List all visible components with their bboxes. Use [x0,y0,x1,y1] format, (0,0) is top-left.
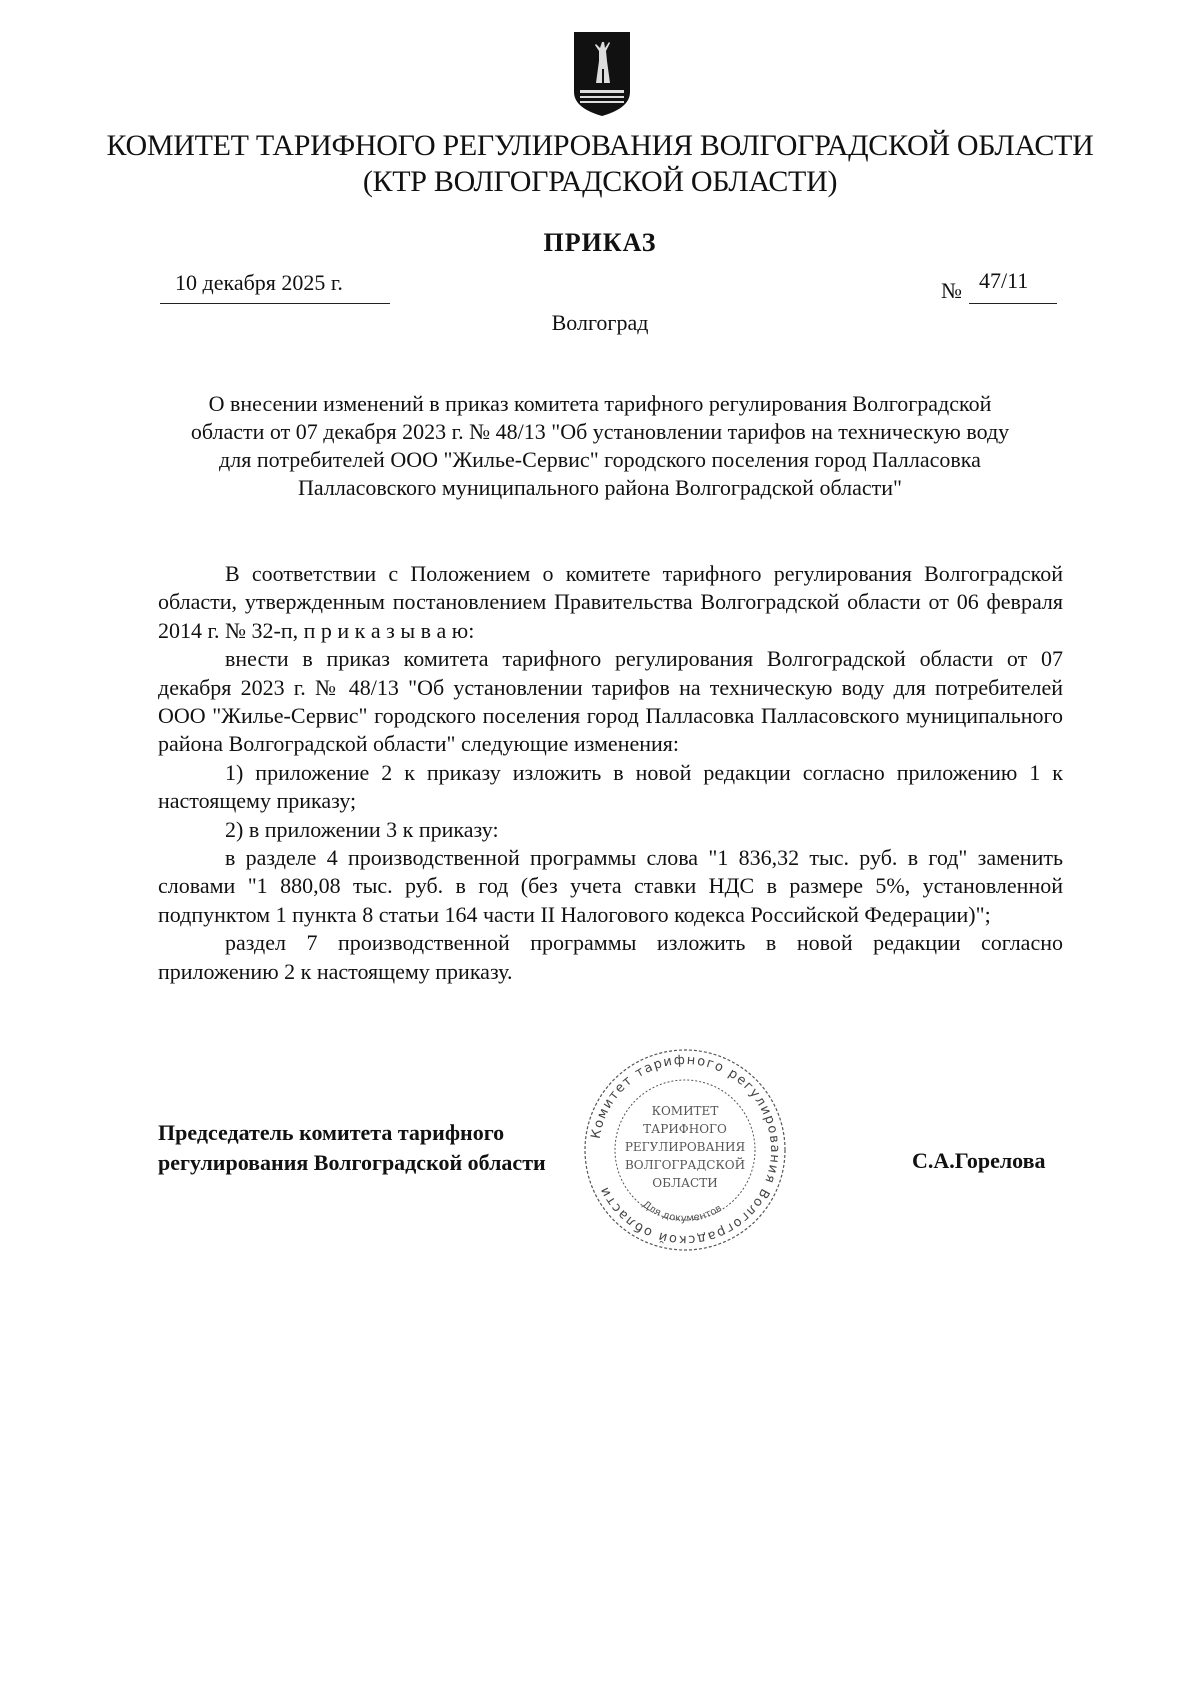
subject-line: Палласовского муниципального района Волгоградской области" [298,475,902,500]
subject-line: для потребителей ООО "Жилье-Сервис" городского поселения город Палласовка [219,447,981,472]
signer-name: С.А.Горелова [912,1148,1046,1173]
body-paragraph: внести в приказ комитета тарифного регулирования Волгоградской области от 07 декабря 2023 г. № 48/13 "Об установлении тарифов на техническую воду для потребителей ООО "Жилье-Сервис" городского поселения город Палласовка Палласовского муниципального района Волгоградской области" следующие изменения: [158,646,1063,757]
city: Волгоград [551,310,649,335]
body-paragraph: раздел 7 производственной программы изложить в новой редакции согласно приложению 2 к настоящему приказу. [158,930,1063,984]
body-paragraph: 2) в приложении 3 к приказу: [225,816,499,842]
stamp-center-line: ОБЛАСТИ [652,1176,718,1190]
official-stamp [580,1045,790,1255]
number-underline [969,303,1057,304]
org-title-line2: (КТР ВОЛГОГРАДСКОЙ ОБЛАСТИ) [362,165,838,198]
stamp-outer-text: Комитет тарифного регулирования Волгоградской области [588,1052,783,1248]
body-paragraph: В соответствии с Положением о комитете тарифного регулирования Волгоградской области, утвержденным постановлением Правительства Волгоградской области от 06 февраля 2014 г. № 32-п, п р и к а з ы в а ю: [158,561,1063,643]
document-type-heading: ПРИКАЗ [543,228,657,257]
signer-title-line: регулирования Волгоградской области [158,1150,546,1175]
body-paragraph: в разделе 4 производственной программы слова "1 836,32 тыс. руб. в год" заменить словами "1 880,08 тыс. руб. в год (без учета ставки НДС в размере 5%, установленной подпунктом 1 пункта 8 статьи 164 части II Налогового кодекса Российской Федерации)"; [158,845,1063,927]
order-number: 47/11 [979,268,1029,293]
subject-line: О внесении изменений в приказ комитета тарифного регулирования Волгоградской [208,391,992,416]
svg-text:Для документов [640,1199,724,1224]
stamp-center-line: РЕГУЛИРОВАНИЯ [624,1140,746,1154]
subject-line: области от 07 декабря 2023 г. № 48/13 "Об установлении тарифов на техническую воду [190,419,1010,444]
stamp-center-line: ВОЛГОГРАДСКОЙ [624,1158,746,1172]
signer-title-line: Председатель комитета тарифного [158,1120,505,1145]
stamp-center-line: КОМИТЕТ [651,1104,719,1118]
org-title-line1: КОМИТЕТ ТАРИФНОГО РЕГУЛИРОВАНИЯ ВОЛГОГРАДСКОЙ ОБЛАСТИ [106,129,1094,162]
order-body [158,560,1063,986]
number-sign: № [941,278,962,303]
coat-of-arms-emblem [572,30,632,120]
order-subject [150,390,1050,502]
body-paragraph: 1) приложение 2 к приказу изложить в новой редакции согласно приложению 1 к настоящему приказу; [158,759,1063,814]
signer-title [158,1118,546,1178]
order-date: 10 декабря 2025 г. [175,270,343,295]
date-underline [160,303,390,304]
stamp-center-line: ТАРИФНОГО [643,1122,727,1136]
stamp-bottom-text: Для документов [640,1199,725,1225]
